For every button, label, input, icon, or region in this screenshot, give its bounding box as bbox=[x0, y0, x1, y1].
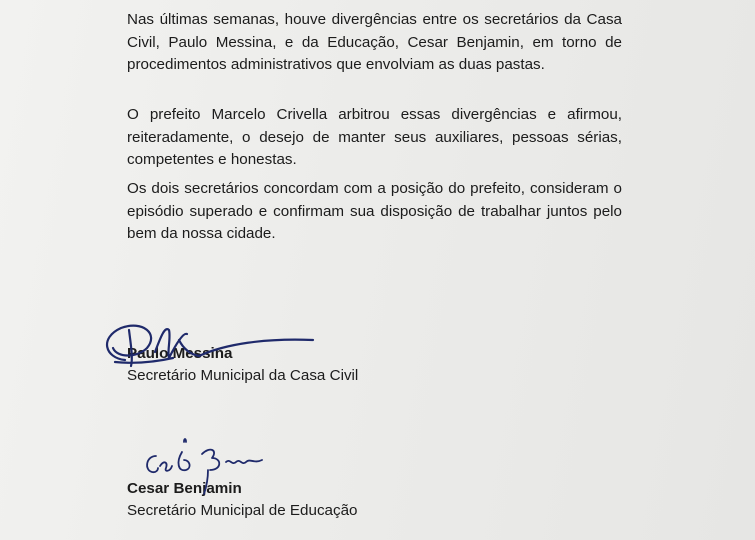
paragraph-mayor-arbitration: O prefeito Marcelo Crivella arbitrou essas divergências e afirmou, reiteradamente, o desejo de manter seus auxiliares, pessoas sérias, competentes e honestas. bbox=[127, 106, 622, 169]
signatory-role: Secretário Municipal da Casa Civil bbox=[127, 367, 359, 384]
signatory-name: Paulo Messina bbox=[127, 345, 233, 362]
paragraph-agreement: Os dois secretários concordam com a posição do prefeito, consideram o episódio superado e confirmam sua disposição de trabalhar juntos pelo bem da nossa cidade. bbox=[127, 180, 622, 243]
paragraph-divergences: Nas últimas semanas, houve divergências entre os secretários da Casa Civil, Paulo Messina, e da Educação, Cesar Benjamin, em torno de procedimentos administrativos que envolviam as duas pastas. bbox=[127, 11, 622, 74]
signatory-name: Cesar Benjamin bbox=[127, 480, 242, 497]
signatory-role: Secretário Municipal de Educação bbox=[127, 502, 358, 519]
handwritten-signature-benjamin bbox=[138, 432, 283, 507]
handwritten-signature-messina bbox=[95, 318, 325, 398]
